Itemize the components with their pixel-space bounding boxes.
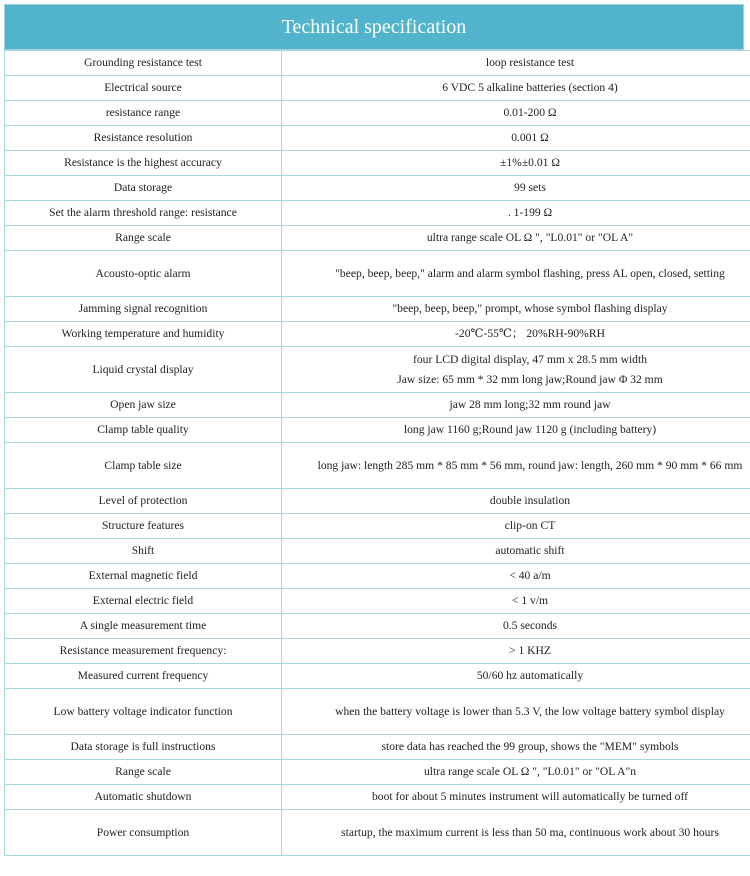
spec-key: Automatic shutdown <box>5 785 282 810</box>
spec-row <box>5 418 750 443</box>
spec-key: Data storage is full instructions <box>5 735 282 760</box>
spec-row <box>5 489 750 514</box>
spec-row <box>5 785 750 810</box>
spec-row <box>5 101 750 126</box>
spec-value: boot for about 5 minutes instrument will automatically be turned off <box>282 785 750 810</box>
spec-value: 0.5 seconds <box>282 614 750 639</box>
spec-key: Electrical source <box>5 76 282 101</box>
spec-value: "beep, beep, beep," prompt, whose symbol flashing display <box>282 297 750 322</box>
spec-key: Resistance measurement frequency: <box>5 639 282 664</box>
spec-value: startup, the maximum current is less than 50 ma, continuous work about 30 hours <box>282 810 750 856</box>
spec-key: External electric field <box>5 589 282 614</box>
spec-key: resistance range <box>5 101 282 126</box>
spec-key: Structure features <box>5 514 282 539</box>
spec-value: . 1-199 Ω <box>282 201 750 226</box>
spec-value: ultra range scale OL Ω ", "L0.01" or "OL A"n <box>282 760 750 785</box>
spec-value: 0.01-200 Ω <box>282 101 750 126</box>
spec-value: 0.001 Ω <box>282 126 750 151</box>
spec-value: jaw 28 mm long;32 mm round jaw <box>282 393 750 418</box>
spec-row <box>5 251 750 297</box>
spec-table-body <box>5 51 750 856</box>
spec-row <box>5 322 750 347</box>
spec-key: Resistance resolution <box>5 126 282 151</box>
spec-value: long jaw: length 285 mm * 85 mm * 56 mm, round jaw: length, 260 mm * 90 mm * 66 mm <box>282 443 750 489</box>
spec-value: 6 VDC 5 alkaline batteries (section 4) <box>282 76 750 101</box>
spec-value: > 1 KHZ <box>282 639 750 664</box>
spec-row <box>5 226 750 251</box>
spec-value: < 1 v/m <box>282 589 750 614</box>
spec-key: Low battery voltage indicator function <box>5 689 282 735</box>
spec-row <box>5 689 750 735</box>
spec-key: Data storage <box>5 176 282 201</box>
spec-value: 99 sets <box>282 176 750 201</box>
spec-key: Range scale <box>5 226 282 251</box>
spec-value: long jaw 1160 g;Round jaw 1120 g (including battery) <box>282 418 750 443</box>
spec-row <box>5 297 750 322</box>
spec-value: ±1%±0.01 Ω <box>282 151 750 176</box>
spec-value: loop resistance test <box>282 51 750 76</box>
spec-value: four LCD digital display, 47 mm x 28.5 mm width Jaw size: 65 mm * 32 mm long jaw;Round jaw Φ 32 mm <box>282 347 750 393</box>
spec-row <box>5 760 750 785</box>
spec-row <box>5 176 750 201</box>
spec-row <box>5 589 750 614</box>
spec-value: -20℃-55℃； 20%RH-90%RH <box>282 322 750 347</box>
spec-key: Power consumption <box>5 810 282 856</box>
spec-row <box>5 347 750 393</box>
spec-key: Shift <box>5 539 282 564</box>
spec-key: Liquid crystal display <box>5 347 282 393</box>
spec-row <box>5 76 750 101</box>
spec-row <box>5 514 750 539</box>
spec-row <box>5 443 750 489</box>
spec-row <box>5 51 750 76</box>
spec-key: Clamp table quality <box>5 418 282 443</box>
spec-key: Level of protection <box>5 489 282 514</box>
spec-value: "beep, beep, beep," alarm and alarm symbol flashing, press AL open, closed, setting <box>282 251 750 297</box>
spec-value: < 40 a/m <box>282 564 750 589</box>
spec-row <box>5 810 750 856</box>
spec-value: store data has reached the 99 group, shows the "MEM" symbols <box>282 735 750 760</box>
spec-sheet <box>4 4 744 856</box>
spec-key: Clamp table size <box>5 443 282 489</box>
spec-key: A single measurement time <box>5 614 282 639</box>
spec-row <box>5 393 750 418</box>
spec-value: when the battery voltage is lower than 5.3 V, the low voltage battery symbol display <box>282 689 750 735</box>
spec-table <box>4 50 750 856</box>
spec-key: Acousto-optic alarm <box>5 251 282 297</box>
spec-row <box>5 201 750 226</box>
spec-key: Open jaw size <box>5 393 282 418</box>
spec-value: 50/60 hz automatically <box>282 664 750 689</box>
spec-title: Technical specification <box>4 4 744 50</box>
spec-key: Jamming signal recognition <box>5 297 282 322</box>
spec-key: Range scale <box>5 760 282 785</box>
spec-row <box>5 735 750 760</box>
spec-key: Grounding resistance test <box>5 51 282 76</box>
spec-key: Set the alarm threshold range: resistance <box>5 201 282 226</box>
spec-row <box>5 664 750 689</box>
spec-key: Working temperature and humidity <box>5 322 282 347</box>
spec-key: External magnetic field <box>5 564 282 589</box>
spec-key: Resistance is the highest accuracy <box>5 151 282 176</box>
spec-row <box>5 639 750 664</box>
spec-value: automatic shift <box>282 539 750 564</box>
spec-value: double insulation <box>282 489 750 514</box>
spec-row <box>5 564 750 589</box>
spec-row <box>5 151 750 176</box>
spec-key: Measured current frequency <box>5 664 282 689</box>
spec-value: clip-on CT <box>282 514 750 539</box>
spec-value: ultra range scale OL Ω ", "L0.01" or "OL A" <box>282 226 750 251</box>
spec-row <box>5 614 750 639</box>
spec-row <box>5 126 750 151</box>
spec-row <box>5 539 750 564</box>
